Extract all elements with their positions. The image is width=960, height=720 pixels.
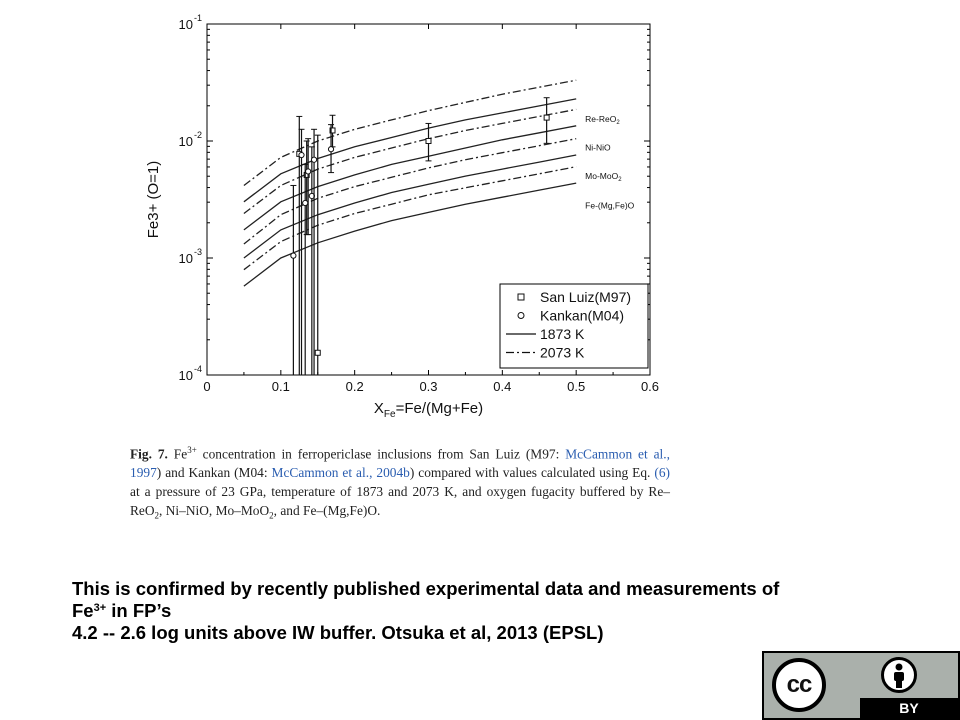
caption-ref-link[interactable]: McCammon et al., 1997 [130,446,670,481]
by-label: BY [860,698,958,718]
y-tick-exponent: -1 [194,13,203,23]
y-tick-label: 10 [178,251,193,266]
buffer-label: Ni-NiO [585,142,611,153]
point-kankan [306,169,311,174]
buffer-label: Re-ReO$_2$ [585,114,620,127]
y-tick-label: 10 [178,368,193,383]
y-tick-exponent: -3 [194,247,203,257]
slide-body-text [72,578,902,644]
caption-ref-link[interactable]: McCammon et al., 2004b [271,465,410,481]
legend-label: Kankan(M04) [540,307,625,324]
x-tick-label: 0.4 [493,379,512,394]
slide-line-2 [72,600,902,622]
legend-circle-marker [518,313,524,319]
slide-line-3: 4.2 -- 2.6 log units above IW buffer. Otsuka et al, 2013 (EPSL) [72,622,604,643]
slide-fe-text: Fe [72,600,94,621]
x-tick-label: 0.6 [640,379,660,394]
cc-by-license-badge[interactable] [762,651,960,720]
point-kankan [303,200,308,205]
caption-text: concentration in ferropericlase inclusions from San Luiz (M97: [196,446,566,462]
point-san-luiz [315,350,320,355]
caption-text: ) and Kankan (M04: [156,465,272,481]
x-tick-label: 0.5 [567,379,586,394]
x-tick-label: 0.2 [345,379,364,394]
caption-sub: 2 [269,511,274,522]
legend-label: San Luiz(M97) [540,289,632,305]
caption-ref-link[interactable]: (6) [654,465,670,481]
cc-icon-label: cc [786,671,812,698]
figure-caption [130,441,670,526]
y-tick-label: 10 [178,134,193,149]
caption-text: at a pressure of 23 GPa, temperature of 1873 and 2073 K, and oxygen fugacity buffered by Re–ReO [130,484,670,519]
caption-text: , and Fe–(Mg,Fe)O. [273,503,381,519]
caption-sub: 2 [154,511,160,522]
slide-fe-sup: 3+ [93,602,107,614]
point-san-luiz [544,115,549,120]
slide-fp-text: in FP’s [106,600,172,621]
caption-text: ) compared with values calculated using Eq. [409,465,655,481]
buffer-label: Mo-MoO$_2$ [585,171,622,184]
x-tick-label: 0.1 [271,379,290,394]
slide-line-1: This is confirmed by recently published experimental data and measurements of [72,578,780,599]
legend-label: 1873 K [540,326,585,342]
person-icon [881,657,917,693]
legend-square-marker [518,294,524,300]
point-kankan [299,152,304,157]
y-axis-label: Fe3+ (O=1) [145,160,162,239]
cc-icon [772,658,826,712]
caption-fig-label: Fig. 7. [130,446,168,462]
buffer-label: Fe-(Mg,Fe)O [585,200,635,211]
caption-sup: 3+ [187,445,197,455]
legend [500,284,648,368]
point-kankan [328,147,333,152]
caption-text: Fe [167,446,188,462]
point-kankan [291,253,296,258]
point-kankan [311,157,316,162]
y-tick-exponent: -4 [194,364,203,374]
x-tick-label: 0.3 [419,379,438,394]
point-san-luiz [426,139,431,144]
caption-text: , Ni–NiO, Mo–MoO [159,503,270,519]
y-tick-label: 10 [178,17,193,32]
y-tick-exponent: -2 [194,130,203,140]
x-axis-label: $X_{Fe}=Fe/(Mg+Fe)$ [373,400,484,420]
x-tick-label: 0 [203,379,211,394]
legend-label: 2073 K [540,344,585,361]
